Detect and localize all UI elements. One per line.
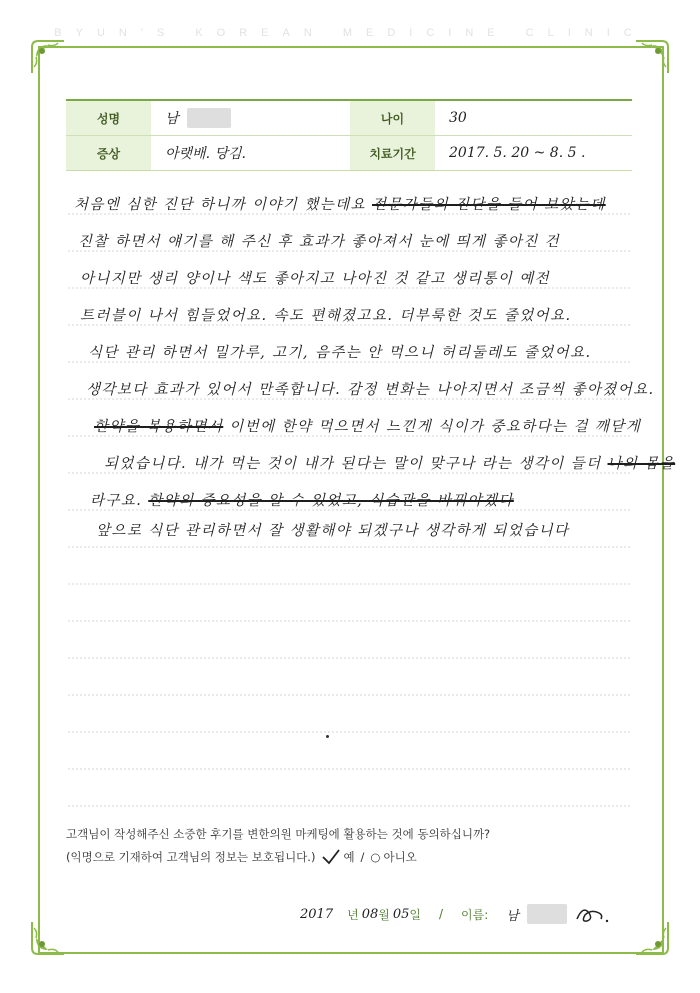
review-line-7	[94, 415, 641, 436]
period-label: 치료기간	[350, 136, 435, 170]
handwritten-signature-icon	[573, 903, 613, 925]
signature-line	[300, 903, 613, 925]
review-line-8-strike: 나의 몸을	[607, 456, 676, 472]
year-label: 년	[347, 907, 359, 922]
checkmark-icon	[321, 849, 341, 865]
corner-ornament-icon	[28, 37, 68, 77]
review-line-10: 앞으로 식단 관리하면서 잘 생활해야 되겠구나 생각하게 되었습니다	[96, 523, 570, 539]
month-label: 월	[378, 907, 390, 922]
consent-no[interactable]: 아니오	[383, 850, 417, 864]
age-value: 30	[449, 110, 467, 126]
name-label: 성명	[66, 101, 151, 135]
signature-separator: /	[438, 907, 444, 921]
month-value: 08	[361, 906, 379, 922]
review-line-3: 아니지만 생리 양이나 색도 좋아지고 나아진 것 같고 생리통이 예전	[80, 271, 551, 287]
corner-ornament-icon	[28, 918, 68, 958]
redacted-signature-name	[527, 904, 567, 924]
year-value: 2017	[300, 906, 334, 922]
stray-pen-dot	[326, 735, 329, 738]
consent-yes[interactable]: 예	[343, 850, 355, 864]
review-line-1-strike: 전문가들의 진단을 들어 보았는데	[371, 197, 606, 213]
review-line-8-text: 되었습니다. 내가 먹는 것이 내가 된다는 말이 맞구나 라는 생각이 들더	[104, 456, 602, 472]
day-value: 05	[392, 906, 410, 922]
name-value	[151, 101, 350, 135]
info-row-symptom-period	[66, 136, 632, 170]
age-label: 나이	[350, 101, 435, 135]
corner-ornament-icon	[632, 37, 672, 77]
review-line-7-text: 이번에 한약 먹으면서 느낀게 식이가 중요하다는 걸 깨닫게	[229, 419, 642, 435]
review-line-9-text: 라구요.	[90, 493, 143, 509]
day-label: 일	[409, 907, 421, 922]
corner-ornament-icon	[632, 918, 672, 958]
review-line-4: 트러블이 나서 힘들었어요. 속도 편해졌고요. 더부룩한 것도 줄었어요.	[80, 308, 572, 324]
patient-info-table	[66, 99, 632, 171]
review-line-1	[74, 193, 606, 214]
review-line-9	[90, 489, 514, 510]
review-line-7-strike: 한약을 복용하면서	[94, 419, 224, 435]
review-line-5: 식단 관리 하면서 밀가루, 고기, 음주는 안 먹으니 허리둘레도 줄었어요.	[88, 345, 592, 361]
redacted-name-block	[187, 108, 231, 128]
review-line-6: 생각보다 효과가 있어서 만족합니다. 감정 변화는 나아지면서 조금씩 좋아졌어요.	[86, 382, 655, 398]
consent-separator: /	[360, 850, 365, 864]
consent-note: (익명으로 기재하여 고객님의 정보는 보호됩니다.)	[66, 850, 316, 864]
period-value: 2017. 5. 20 ~ 8. 5 .	[449, 145, 586, 161]
name-value-text: 남	[165, 111, 179, 127]
consent-options	[66, 849, 423, 865]
review-line-1-text: 처음엔 심한 진단 하니까 이야기 했는데요	[74, 197, 366, 213]
review-line-8	[104, 452, 675, 473]
review-line-9-strike: 한약의 중요성을 알 수 있었고, 식습관을 바꿔야겠다	[148, 493, 514, 509]
name-field-label: 이름:	[461, 907, 489, 922]
consent-question: 고객님이 작성해주신 소중한 후기를 변한의원 마케팅에 활용하는 것에 동의하십니까?	[66, 827, 491, 841]
signature-name: 남	[506, 908, 519, 924]
symptom-label: 증상	[66, 136, 151, 170]
clinic-name-band: BYUN'S KOREAN MEDICINE CLINIC	[54, 27, 646, 39]
symptom-value: 아랫배. 당김.	[165, 146, 246, 162]
info-row-name-age	[66, 101, 632, 136]
review-line-2: 진찰 하면서 얘기를 해 주신 후 효과가 좋아져서 눈에 띄게 좋아진 건	[78, 234, 561, 250]
consent-no-mark[interactable]: ○	[370, 850, 381, 864]
